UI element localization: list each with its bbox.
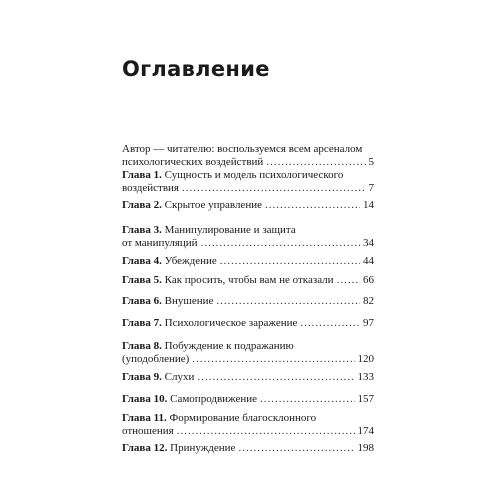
toc-entry-text: Побуждение к подражанию bbox=[164, 340, 294, 352]
chapter-label: Глава 7. bbox=[122, 317, 162, 329]
dot-leader bbox=[216, 295, 360, 308]
toc-entry-text: психологических воздействий bbox=[122, 156, 264, 168]
dot-leader bbox=[265, 199, 360, 212]
toc-entry-last-line bbox=[122, 442, 374, 455]
toc-entry-line bbox=[122, 412, 374, 425]
toc-entry bbox=[122, 255, 374, 268]
toc-entry-last-line bbox=[122, 353, 374, 366]
chapter-label: Глава 9. bbox=[122, 371, 162, 383]
toc-entry-last-line bbox=[122, 317, 374, 330]
page-title: Оглавление bbox=[122, 57, 270, 81]
page-number: 198 bbox=[357, 442, 374, 454]
toc-entry-last-line bbox=[122, 425, 374, 438]
chapter-label: Глава 4. bbox=[122, 255, 162, 267]
page-number: 5 bbox=[368, 156, 374, 168]
toc-entry bbox=[122, 274, 374, 287]
chapter-label: Глава 3. bbox=[122, 224, 162, 236]
dot-leader bbox=[220, 255, 360, 268]
toc-entry bbox=[122, 224, 374, 250]
toc-entry bbox=[122, 340, 374, 366]
toc-entry-text: воздействия bbox=[122, 182, 179, 194]
page-number: 14 bbox=[363, 199, 374, 211]
toc-entry-text: Глава 6. Внушение bbox=[122, 295, 214, 307]
toc-entry-text: Автор — читателю: воспользуемся всем арсеналом bbox=[122, 143, 363, 155]
chapter-label: Глава 2. bbox=[122, 199, 162, 211]
toc-entry-text: Глава 2. Скрытое управление bbox=[122, 199, 262, 211]
toc-entry-line bbox=[122, 340, 374, 353]
toc-entry bbox=[122, 295, 374, 308]
toc-entry bbox=[122, 199, 374, 212]
chapter-label: Глава 8. bbox=[122, 340, 162, 352]
dot-leader bbox=[300, 317, 360, 330]
chapter-label: Глава 5. bbox=[122, 274, 162, 286]
page-number: 174 bbox=[357, 425, 374, 437]
page-number: 97 bbox=[363, 317, 374, 329]
toc-entry-text: от манипуляций bbox=[122, 237, 198, 249]
toc-entry-last-line bbox=[122, 182, 374, 195]
toc-entry-last-line bbox=[122, 295, 374, 308]
page-number: 120 bbox=[357, 353, 374, 365]
dot-leader bbox=[337, 274, 360, 287]
toc-entry bbox=[122, 169, 374, 195]
chapter-label: Глава 12. bbox=[122, 442, 168, 454]
dot-leader bbox=[192, 353, 354, 366]
toc-entry-text: (уподобление) bbox=[122, 353, 190, 365]
toc-entry-text: Глава 7. Психологическое заражение bbox=[122, 317, 298, 329]
dot-leader bbox=[182, 182, 366, 195]
chapter-label: Глава 10. bbox=[122, 393, 168, 405]
toc-entry-text: Глава 5. Как просить, чтобы вам не отказали bbox=[122, 274, 334, 286]
page-number: 157 bbox=[357, 393, 374, 405]
page-number: 82 bbox=[363, 295, 374, 307]
toc-entry-last-line bbox=[122, 255, 374, 268]
toc-entry-line bbox=[122, 224, 374, 237]
page-number: 7 bbox=[368, 182, 374, 194]
toc-entry bbox=[122, 371, 374, 384]
toc-entry bbox=[122, 412, 374, 438]
toc-entry-last-line bbox=[122, 199, 374, 212]
toc-entry-last-line bbox=[122, 237, 374, 250]
dot-leader bbox=[266, 156, 365, 169]
toc-entry-text: Манипулирование и защита bbox=[164, 224, 296, 236]
toc-entry-last-line bbox=[122, 371, 374, 384]
toc-entry-line bbox=[122, 169, 374, 182]
chapter-label: Глава 1. bbox=[122, 169, 162, 181]
toc-entry-text: Глава 10. Самопродвижение bbox=[122, 393, 258, 405]
page-number: 34 bbox=[363, 237, 374, 249]
toc-entry-text: Глава 12. Принуждение bbox=[122, 442, 236, 454]
toc-entry bbox=[122, 143, 374, 169]
dot-leader bbox=[177, 425, 355, 438]
toc-entry-last-line bbox=[122, 156, 374, 169]
toc-entry-text: Формирование благосклонного bbox=[169, 412, 317, 424]
toc-entry-line bbox=[122, 143, 374, 156]
dot-leader bbox=[201, 237, 360, 250]
toc-entry-text: Глава 4. Убеждение bbox=[122, 255, 217, 267]
chapter-label: Глава 6. bbox=[122, 295, 162, 307]
toc-entry-text: отношения bbox=[122, 425, 174, 437]
toc-entry bbox=[122, 442, 374, 455]
page-number: 133 bbox=[357, 371, 374, 383]
toc-entry-last-line bbox=[122, 393, 374, 406]
dot-leader bbox=[260, 393, 354, 406]
toc-entry-last-line bbox=[122, 274, 374, 287]
page-number: 66 bbox=[363, 274, 374, 286]
chapter-label: Глава 11. bbox=[122, 412, 167, 424]
toc-entry bbox=[122, 393, 374, 406]
dot-leader bbox=[197, 371, 354, 384]
dot-leader bbox=[238, 442, 354, 455]
page-number: 44 bbox=[363, 255, 374, 267]
toc-entry-text: Сущность и модель психологического bbox=[164, 169, 344, 181]
toc-entry-text: Глава 9. Слухи bbox=[122, 371, 195, 383]
toc-entry bbox=[122, 317, 374, 330]
